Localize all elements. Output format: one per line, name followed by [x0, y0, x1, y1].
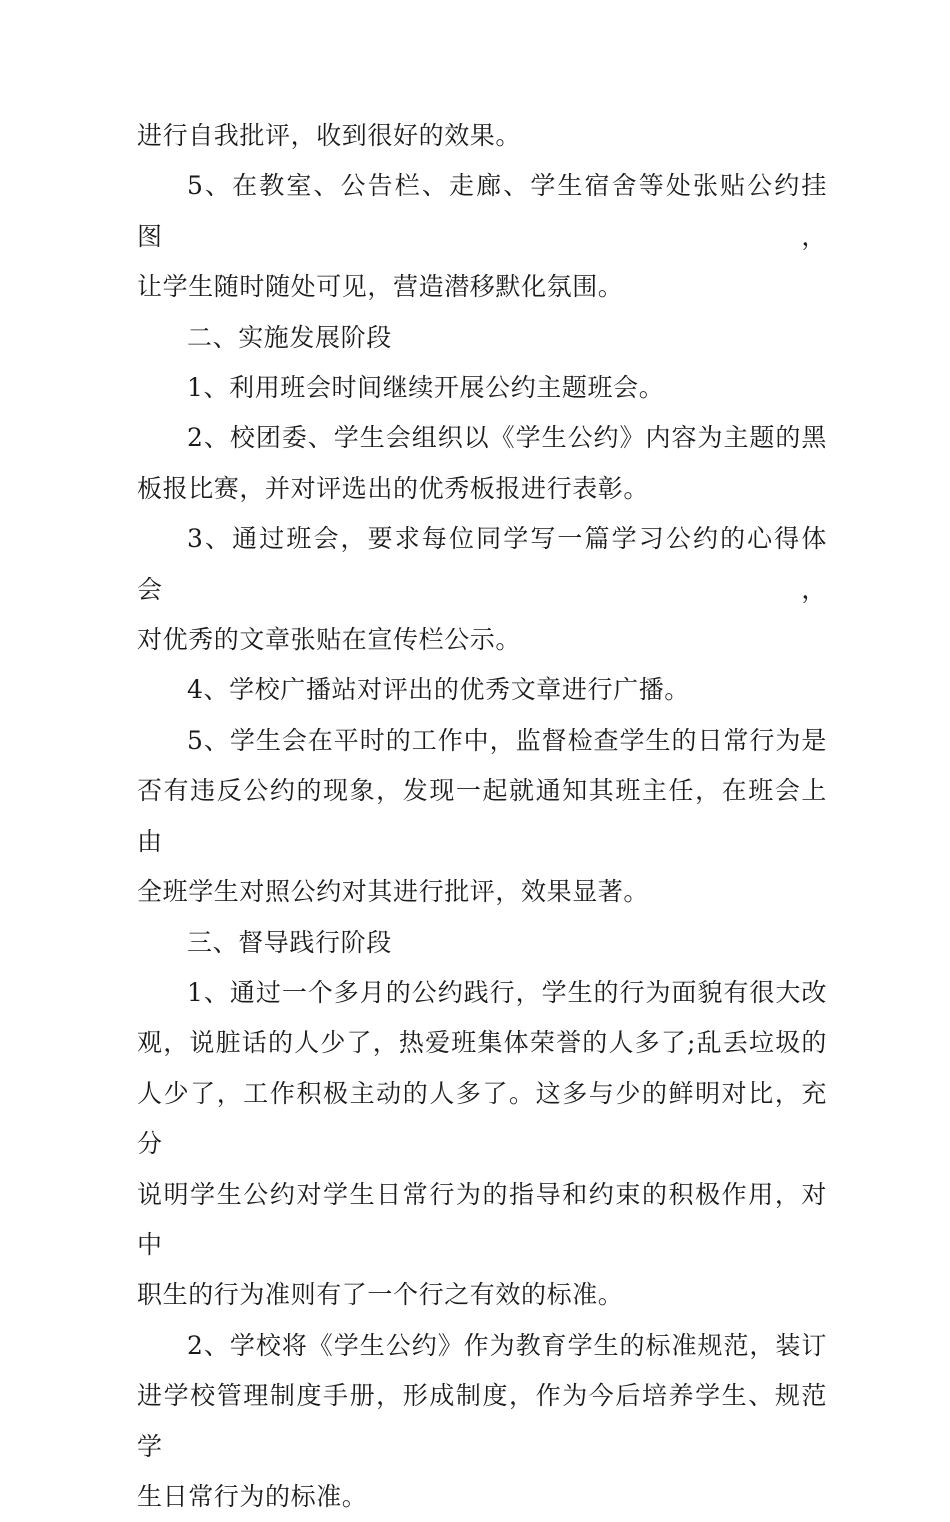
text-line: 进学校管理制度手册，形成制度，作为今后培养学生、规范学 [137, 1381, 827, 1461]
paragraph-0 [137, 111, 827, 161]
text-line: 2、校团委、学生会组织以《学生公约》内容为主题的黑 [187, 423, 827, 453]
paragraph-item-5-posters [137, 161, 827, 312]
text-line: 三、督导践行阶段 [187, 927, 392, 957]
text-line: 进行自我批评，收到很好的效果。 [137, 121, 522, 150]
text-line: 5、学生会在平时的工作中，监督检查学生的日常行为是 [187, 725, 827, 755]
text-line: 2、学校将《学生公约》作为教育学生的标准规范，装订 [187, 1330, 827, 1360]
text-line: 板报比赛，并对评选出的优秀板报进行表彰。 [137, 473, 650, 503]
section-heading-supervision [137, 918, 827, 968]
text-line: 否有违反公约的现象，发现一起就通知其班主任，在班会上由 [137, 776, 827, 856]
text-line: 观，说脏话的人少了，热爱班集体荣誉的人多了;乱丢垃圾的 [137, 1028, 827, 1058]
paragraph-item-4-broadcast [137, 665, 827, 715]
section-heading-implementation [137, 313, 827, 363]
text-line: 1、利用班会时间继续开展公约主题班会。 [187, 373, 665, 403]
text-line: 5、在教室、公告栏、走廊、学生宿舍等处张贴公约挂图， [137, 171, 827, 251]
text-line: 职生的行为准则有了一个行之有效的标准。 [137, 1280, 624, 1310]
text-line: 生日常行为的标准。 [137, 1481, 368, 1511]
text-line: 人少了，工作积极主动的人多了。这多与少的鲜明对比，充分 [137, 1078, 827, 1159]
text-line: 二、实施发展阶段 [187, 322, 392, 352]
text-line: 4、学校广播站对评出的优秀文章进行广播。 [187, 675, 690, 705]
document-page [137, 111, 827, 1522]
text-line: 让学生随时随处可见，营造潜移默化氛围。 [137, 272, 624, 302]
text-line: 对优秀的文章张贴在宣传栏公示。 [137, 625, 522, 655]
text-line: 1、通过一个多月的公约践行，学生的行为面貌有很大改 [187, 977, 827, 1007]
text-line: 3、通过班会，要求每位同学写一篇学习公约的心得体会， [137, 524, 827, 604]
paragraph-item-3-essays [137, 514, 827, 665]
text-line: 全班学生对照公约对其进行批评，效果显著。 [137, 877, 650, 907]
paragraph-item-1-results [137, 968, 827, 1321]
paragraph-item-2-handbook [137, 1321, 827, 1522]
paragraph-item-2-blackboard [137, 413, 827, 514]
paragraph-item-5-supervision [137, 716, 827, 918]
paragraph-item-1-class-meeting [137, 363, 827, 413]
text-line: 说明学生公约对学生日常行为的指导和约束的积极作用，对中 [137, 1179, 827, 1259]
